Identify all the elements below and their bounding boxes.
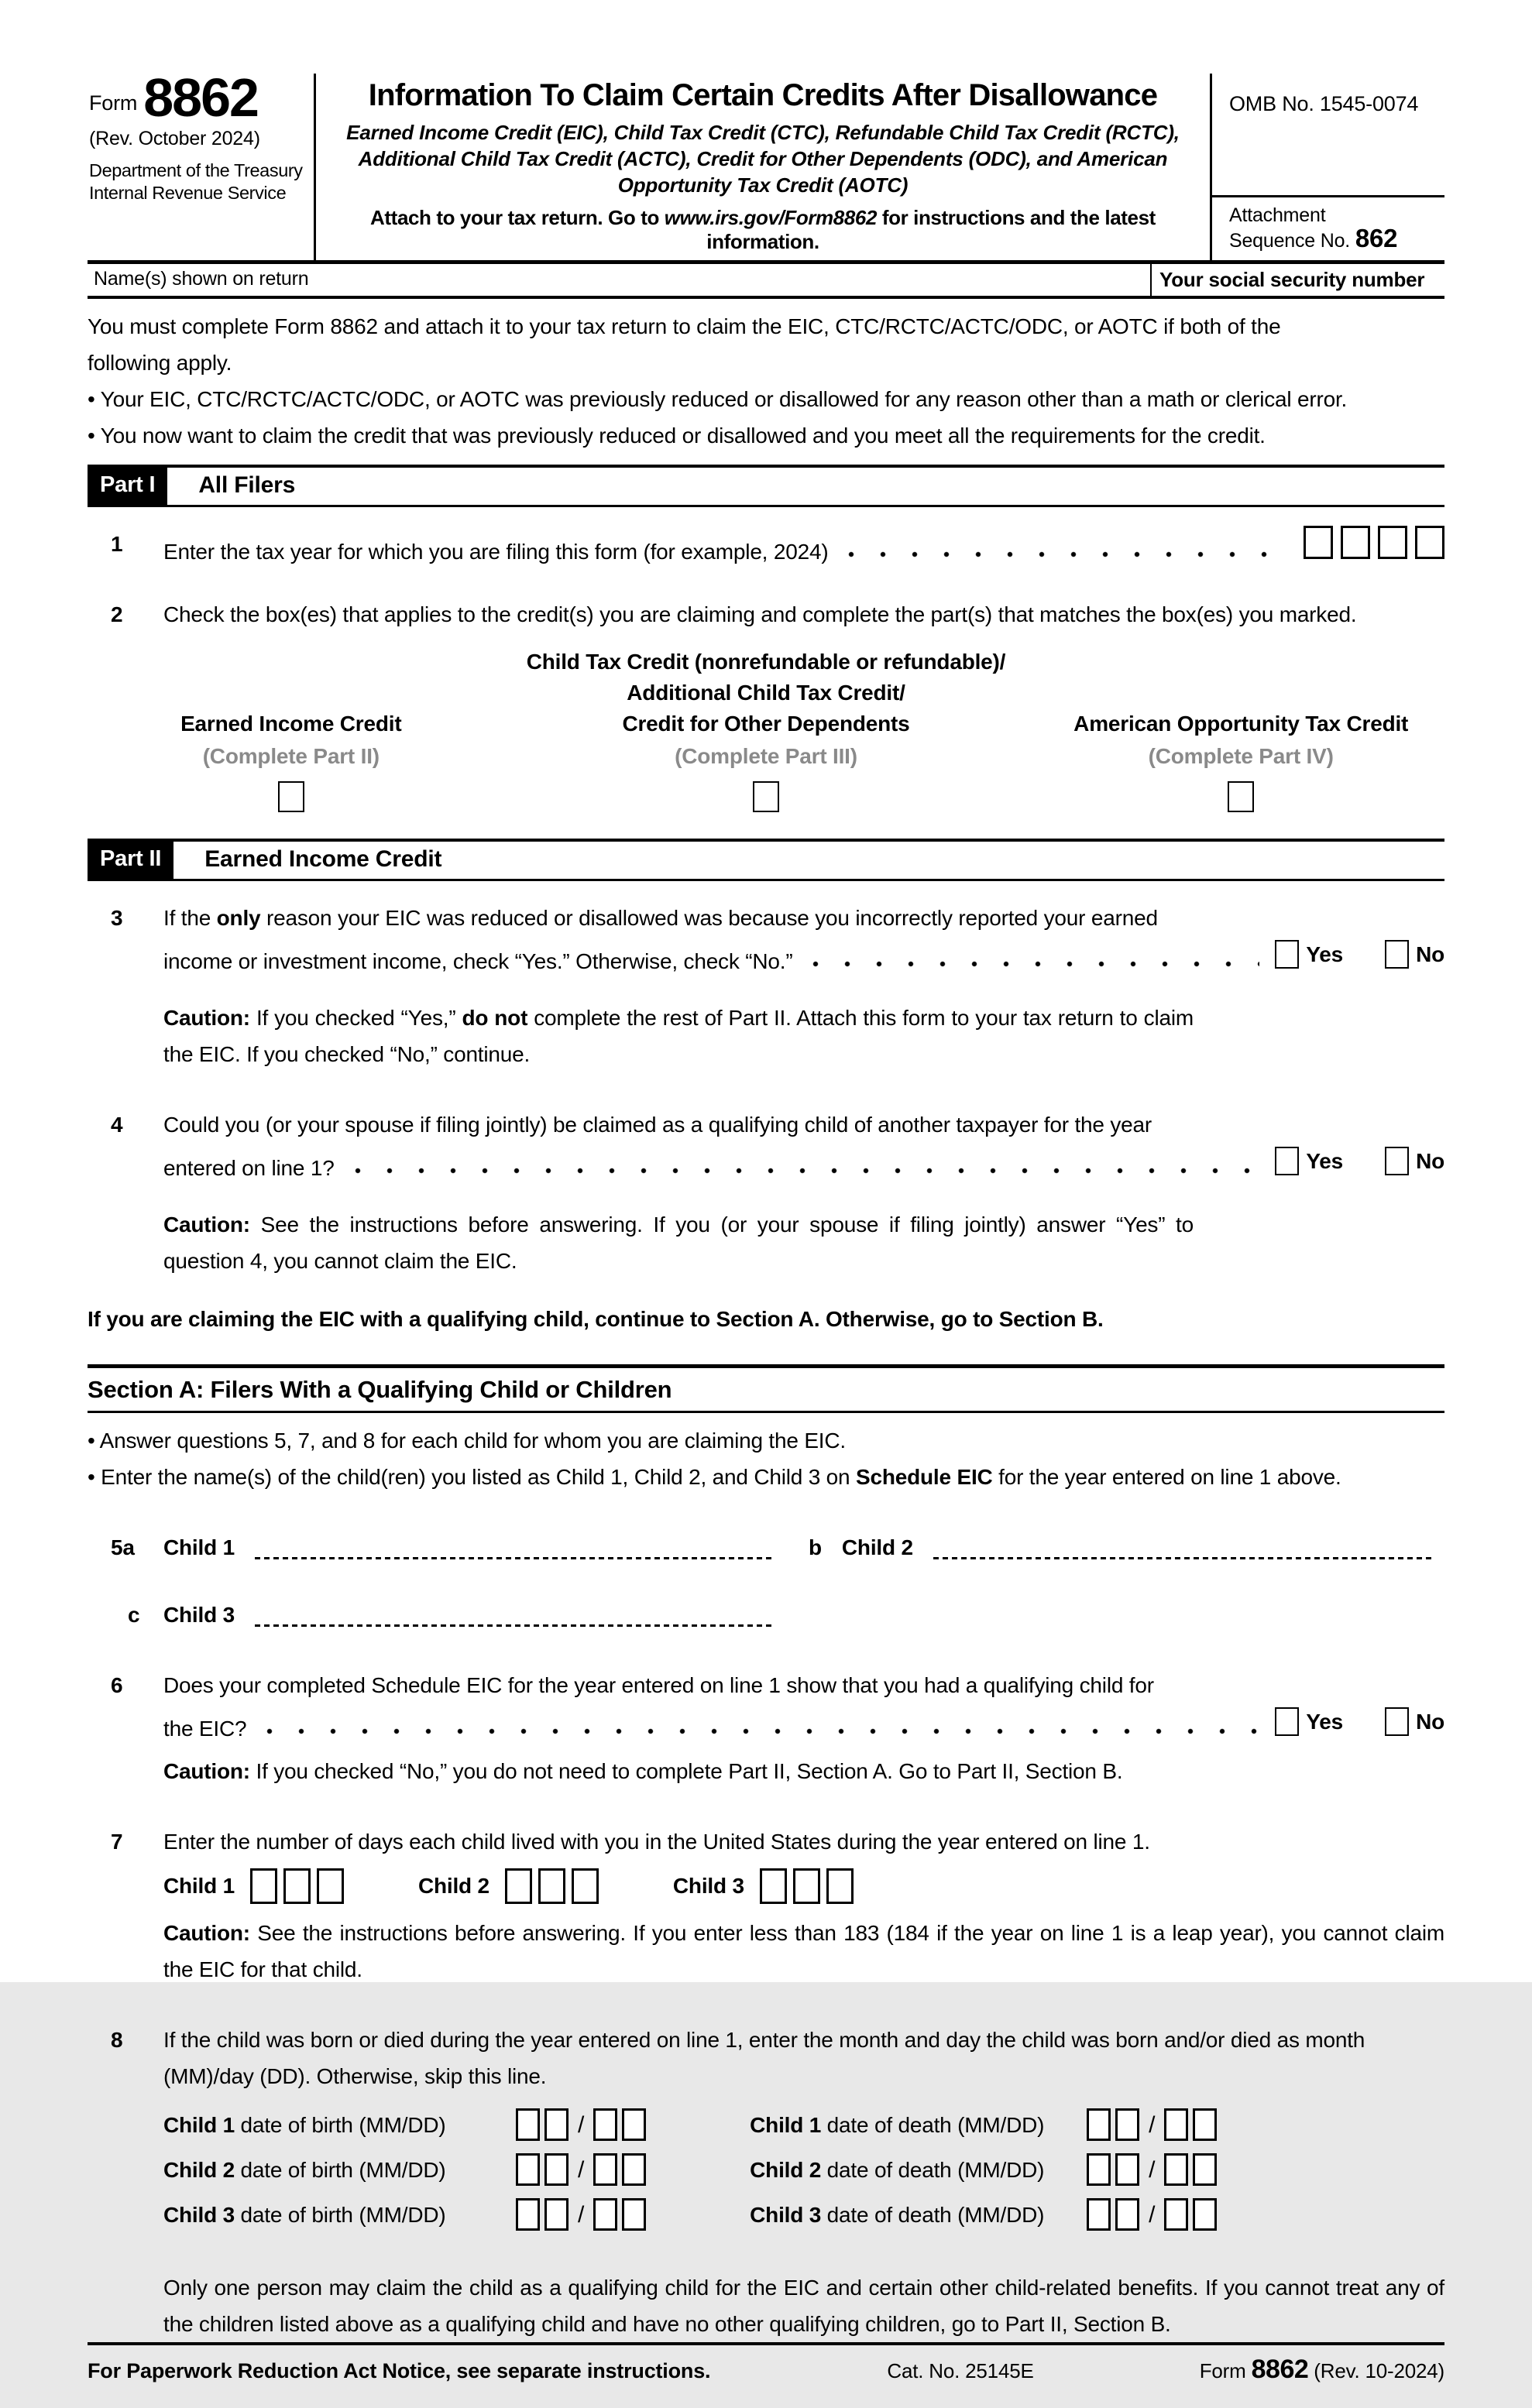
- dot-leader: [266, 1727, 1259, 1736]
- child3-death-label: [750, 2197, 1087, 2233]
- q3-caution-pre: If you checked “Yes,”: [249, 1006, 462, 1030]
- credit-ctc-note: (Complete Part III): [675, 744, 857, 768]
- agency-lines: [89, 160, 306, 204]
- form-title-block: [314, 74, 1212, 260]
- child2-death-dd-1[interactable]: [1164, 2153, 1188, 2186]
- name-field[interactable]: [88, 264, 1150, 296]
- agency-line-1: Department of the Treasury: [89, 160, 303, 180]
- q3-no: [1385, 936, 1444, 972]
- part1-title: All Filers: [198, 472, 296, 498]
- death-suffix: date of death (MM/DD): [821, 2112, 1045, 2137]
- attachment-sequence: [1212, 195, 1444, 260]
- part2-title: Earned Income Credit: [204, 846, 442, 872]
- child3-days-box-1[interactable]: [760, 1868, 787, 1904]
- line-2-text: Check the box(es) that applies to the credit(s) you are claiming and complete the part(s) that matches the box(es) you marked.: [163, 602, 1357, 626]
- dot-leader: [812, 959, 1259, 969]
- death-suffix: date of death (MM/DD): [821, 2202, 1045, 2227]
- part1-header: [88, 465, 1444, 507]
- child2-birth-dd-2[interactable]: [622, 2153, 646, 2186]
- child3-days-box-2[interactable]: [793, 1868, 820, 1904]
- date-slash: /: [578, 2111, 585, 2138]
- line-4-caution: [163, 1206, 1194, 1279]
- omb-number: OMB No. 1545-0074: [1229, 92, 1419, 115]
- q4-no-label: No: [1416, 1149, 1444, 1173]
- intro-block: [88, 299, 1444, 465]
- child3-birth-boxes: [516, 2197, 651, 2233]
- child2-death-mm-2[interactable]: [1115, 2153, 1139, 2186]
- aotc-checkbox[interactable]: [1228, 781, 1254, 812]
- ctc-checkbox[interactable]: [753, 781, 779, 812]
- child2-birth-mm-1[interactable]: [516, 2153, 540, 2186]
- child2-label: Child 2: [163, 2157, 235, 2182]
- line-8-text: If the child was born or died during the year entered on line 1, enter the month and day the child was born and/or died as month (MM)/day (DD). Otherwise, skip this line.: [163, 2028, 1365, 2088]
- child3-birth-mm-1[interactable]: [516, 2198, 540, 2231]
- irs-url: www.irs.gov/Form8862: [664, 206, 878, 229]
- credit-eic-label: Earned Income Credit: [180, 712, 402, 736]
- footer-form-id: [1080, 2355, 1444, 2385]
- q3-no-label: No: [1416, 942, 1444, 966]
- line-1-number: 1: [111, 532, 123, 556]
- child1-death-mm-1[interactable]: [1087, 2108, 1111, 2141]
- line-7-caution: [163, 1915, 1444, 1988]
- tax-year-digit-box-1[interactable]: [1304, 526, 1333, 559]
- child1-days-box-1[interactable]: [250, 1868, 277, 1904]
- birth-suffix: date of birth (MM/DD): [234, 2157, 446, 2182]
- line-6-caution: [163, 1753, 1444, 1789]
- form-title: Information To Claim Certain Credits After Disallowance: [368, 78, 1158, 112]
- credit-aotc-label: American Opportunity Tax Credit: [1073, 712, 1409, 736]
- q3-no-checkbox[interactable]: [1385, 940, 1409, 969]
- birth-suffix: date of birth (MM/DD): [234, 2112, 446, 2137]
- child2-label: Child 2: [841, 1535, 913, 1559]
- line-2: [88, 596, 1444, 633]
- q4-no: [1385, 1143, 1444, 1179]
- child1-death-mm-2[interactable]: [1115, 2108, 1139, 2141]
- death-suffix: date of death (MM/DD): [821, 2157, 1045, 2182]
- q4-yes-checkbox[interactable]: [1275, 1147, 1299, 1175]
- child2-death-label: [750, 2152, 1087, 2188]
- sequence-label: Sequence No.: [1229, 230, 1351, 252]
- line-5a: [88, 1529, 1444, 1566]
- child3-days-box-3[interactable]: [826, 1868, 854, 1904]
- name-label: Name(s) shown on return: [94, 268, 309, 290]
- q3-yes-label: Yes: [1306, 942, 1344, 966]
- q6-no-checkbox[interactable]: [1385, 1707, 1409, 1736]
- child2-name-row: [804, 1529, 1444, 1566]
- child3-label: Child 3: [163, 1603, 235, 1627]
- line-3: [88, 900, 1444, 1072]
- child3-days: [673, 1868, 854, 1904]
- line-7: [88, 1823, 1444, 1988]
- child3-name-row: [163, 1597, 804, 1633]
- section-a-bullets: [88, 1422, 1444, 1495]
- part2-header: [88, 839, 1444, 881]
- q4-yes: [1275, 1143, 1343, 1179]
- child2-death-dd-2[interactable]: [1193, 2153, 1217, 2186]
- intro-bullet-1: • Your EIC, CTC/RCTC/ACTC/ODC, or AOTC was previously reduced or disallowed for any reason other than a math or clerical error.: [88, 387, 1348, 411]
- q6-caution-text: If you checked “No,” you do not need to complete Part II, Section A. Go to Part II, Section B.: [249, 1759, 1123, 1783]
- child1-name-input[interactable]: [255, 1557, 773, 1559]
- line-5c: [88, 1597, 1444, 1633]
- line-3-text-1: [163, 900, 1444, 936]
- date-slash: /: [1149, 2111, 1156, 2138]
- intro-paragraph: You must complete Form 8862 and attach it to your tax return to claim the EIC, CTC/RCTC/ACTC/ODC, or AOTC if both of the following apply.: [88, 314, 1281, 375]
- line-4-number: 4: [111, 1113, 123, 1137]
- q3-yes: [1275, 936, 1343, 972]
- part1-badge: Part I: [88, 468, 167, 505]
- q6-no: [1385, 1703, 1444, 1740]
- q3-caution-bold: do not: [462, 1006, 528, 1030]
- child1-birth-mm-2[interactable]: [544, 2108, 568, 2141]
- child3-label: Child 3: [163, 2202, 235, 2227]
- credit-ctc-label-3: Credit for Other Dependents: [622, 712, 910, 736]
- attach-post: for instructions and the latest information.: [706, 206, 1156, 253]
- child3-birth-label: [163, 2197, 516, 2233]
- child1-name-row: [163, 1529, 804, 1566]
- line-8-number: 8: [111, 2028, 123, 2052]
- caution-label: Caution:: [163, 1213, 250, 1237]
- bullet2-bold: Schedule EIC: [856, 1465, 993, 1489]
- line-4: [88, 1106, 1444, 1279]
- q6-yes-label: Yes: [1306, 1710, 1344, 1734]
- credit-aotc-note: (Complete Part IV): [1148, 744, 1334, 768]
- child2-birth-mm-2[interactable]: [544, 2153, 568, 2186]
- form-id-block: [88, 67, 314, 260]
- date-slash: /: [578, 2156, 585, 2183]
- child1-birth-dd-1[interactable]: [593, 2108, 617, 2141]
- line-3-post: reason your EIC was reduced or disallowed was because you incorrectly reported your earned: [260, 906, 1158, 930]
- child3-death-mm-1[interactable]: [1087, 2198, 1111, 2231]
- credit-ctc-label-2: Additional Child Tax Credit/: [627, 681, 905, 705]
- child3-death-mm-2[interactable]: [1115, 2198, 1139, 2231]
- caution-label: Caution:: [163, 1006, 250, 1030]
- child1-days: [163, 1868, 344, 1904]
- date-slash: /: [1149, 2201, 1156, 2228]
- child3-death-dd-2[interactable]: [1193, 2198, 1217, 2231]
- line-1: [88, 526, 1444, 570]
- omb-block: [1212, 74, 1444, 260]
- credit-eic-note: (Complete Part II): [202, 744, 380, 768]
- birth-death-grid: [163, 2102, 1444, 2237]
- line-6-number: 6: [111, 1673, 123, 1697]
- intro-bullet-2: • You now want to claim the credit that was previously reduced or disallowed and you meet all the requirements for the credit.: [88, 424, 1266, 448]
- child2-death-boxes: [1087, 2152, 1221, 2188]
- child3-name-input[interactable]: [255, 1624, 773, 1627]
- form-header: [88, 67, 1444, 264]
- line-6: [88, 1667, 1444, 1789]
- child2-birth-label: [163, 2152, 516, 2188]
- child2-birth-boxes: [516, 2152, 651, 2188]
- attach-pre: Attach to your tax return. Go to: [370, 206, 665, 229]
- ssn-label: Your social security number: [1159, 268, 1425, 291]
- line-5a-number: 5a: [111, 1535, 135, 1559]
- line-3-caution: [163, 1000, 1194, 1072]
- attachment-label: Attachment: [1229, 204, 1326, 226]
- line-4-text-1: Could you (or your spouse if filing jointly) be claimed as a qualifying child of another taxpayer for the year: [163, 1113, 1152, 1137]
- child3-birth-mm-2[interactable]: [544, 2198, 568, 2231]
- footer-form-number: 8862: [1251, 2355, 1309, 2384]
- child2-days: [418, 1868, 599, 1904]
- attach-instruction: [325, 206, 1201, 254]
- line-3-pre: If the: [163, 906, 217, 930]
- line-2-number: 2: [111, 602, 123, 626]
- date-slash: /: [578, 2201, 585, 2228]
- child2-name-input[interactable]: [933, 1557, 1434, 1559]
- credit-option-aotc: [1037, 647, 1444, 812]
- form-subtitle: Earned Income Credit (EIC), Child Tax Credit (CTC), Refundable Child Tax Credit (RCTC), Additional Child Tax Credit (ACTC), Credit for Other Dependents (ODC), and American Opportunity Tax Credit (AOTC): [346, 121, 1180, 197]
- line-5c-number: c: [128, 1603, 140, 1627]
- line-7-text: Enter the number of days each child lived with you in the United States during the year entered on line 1.: [163, 1830, 1150, 1854]
- line-7-number: 7: [111, 1830, 123, 1854]
- child2-birth-dd-1[interactable]: [593, 2153, 617, 2186]
- line-3-bold: only: [216, 906, 261, 930]
- child1-birth-boxes: [516, 2107, 651, 2143]
- child1-label: Child 1: [750, 2112, 822, 2137]
- q7-caution-text: See the instructions before answering. If you enter less than 183 (184 if the year on line 1 is a leap year), you cannot claim the EIC for that child.: [163, 1921, 1444, 1981]
- line-4-text-2: entered on line 1?: [163, 1156, 335, 1180]
- q3-yes-checkbox[interactable]: [1275, 940, 1299, 969]
- q3-caution-post: complete the rest of Part II. Attach this form to your tax return to claim the EIC. If you checked “No,” continue.: [163, 1006, 1194, 1066]
- credit-option-eic: [88, 647, 495, 812]
- q4-yes-label: Yes: [1306, 1149, 1344, 1173]
- line-5b-number: b: [809, 1535, 822, 1559]
- dot-leader: [848, 550, 1288, 559]
- section-a-bullet-1: • Answer questions 5, 7, and 8 for each child for whom you are claiming the EIC.: [88, 1429, 846, 1453]
- line-6-text-1: Does your completed Schedule EIC for the year entered on line 1 show that you had a qualifying child for: [163, 1673, 1154, 1697]
- part2-badge: Part II: [88, 842, 173, 879]
- ssn-field[interactable]: [1150, 264, 1444, 296]
- date-slash: /: [1149, 2156, 1156, 2183]
- dot-leader: [355, 1166, 1260, 1175]
- child1-label: Child 1: [163, 1535, 235, 1559]
- form-revision: (Rev. October 2024): [89, 127, 260, 149]
- section-a-bullet-2: [88, 1459, 1444, 1495]
- page-footer: [88, 2342, 1444, 2408]
- child1-days-box-2[interactable]: [283, 1868, 311, 1904]
- child2-dates-row: [163, 2147, 1444, 2192]
- child1-death-label: [750, 2107, 1087, 2143]
- line-3-number: 3: [111, 906, 123, 930]
- line-6-text-2: the EIC?: [163, 1717, 247, 1741]
- child3-death-dd-1[interactable]: [1164, 2198, 1188, 2231]
- tax-year-digit-box-4[interactable]: [1415, 526, 1444, 559]
- line-3-text-2: income or investment income, check “Yes.” Otherwise, check “No.”: [163, 949, 793, 973]
- q6-yes: [1275, 1703, 1343, 1740]
- child1-death-dd-2[interactable]: [1193, 2108, 1217, 2141]
- bullet2-post: for the year entered on line 1 above.: [992, 1465, 1341, 1489]
- section-a-header: Section A: Filers With a Qualifying Child or Children: [88, 1364, 1444, 1413]
- footer-revision: (Rev. 10-2024): [1314, 2359, 1444, 2382]
- child2-days-box-1[interactable]: [505, 1868, 532, 1904]
- child3-label: Child 3: [672, 1874, 744, 1898]
- sequence-number: 862: [1355, 224, 1398, 252]
- credit-choices: [88, 647, 1444, 812]
- child1-label: Child 1: [163, 2112, 235, 2137]
- child1-label: Child 1: [163, 1874, 235, 1898]
- taxpayer-row: [88, 264, 1444, 299]
- line-8: [88, 2022, 1444, 2237]
- bullet2-pre: • Enter the name(s) of the child(ren) you listed as Child 1, Child 2, and Child 3 on: [88, 1465, 856, 1489]
- q6-no-label: No: [1416, 1710, 1444, 1734]
- child2-label: Child 2: [417, 1874, 489, 1898]
- child3-dates-row: [163, 2192, 1444, 2237]
- child3-label: Child 3: [750, 2202, 822, 2227]
- credit-option-ctc: [495, 647, 1038, 812]
- footer-form-word: Form: [1199, 2359, 1246, 2382]
- tax-year-digit-box-2[interactable]: [1341, 526, 1370, 559]
- catalog-number: Cat. No. 25145E: [887, 2359, 1034, 2382]
- birth-suffix: date of birth (MM/DD): [234, 2202, 446, 2227]
- caution-label: Caution:: [163, 1921, 250, 1945]
- child2-death-mm-1[interactable]: [1087, 2153, 1111, 2186]
- only-one-note: Only one person may claim the child as a qualifying child for the EIC and certain other child-related benefits. If you cannot treat any of the children listed above as a qualifying child and have no other qualifying children, go to Part II, Section B.: [163, 2276, 1444, 2336]
- tax-year-boxes: [1304, 526, 1444, 559]
- child1-birth-dd-2[interactable]: [622, 2108, 646, 2141]
- child2-days-box-3[interactable]: [572, 1868, 599, 1904]
- form-word: Form: [89, 91, 138, 115]
- caution-label: Caution:: [163, 1759, 250, 1783]
- paperwork-notice: For Paperwork Reduction Act Notice, see separate instructions.: [88, 2359, 711, 2382]
- child2-days-box-2[interactable]: [538, 1868, 565, 1904]
- child1-dates-row: [163, 2102, 1444, 2147]
- child3-birth-dd-2[interactable]: [622, 2198, 646, 2231]
- agency-line-2: Internal Revenue Service: [89, 182, 287, 203]
- q4-caution-text: See the instructions before answering. If you (or your spouse if filing jointly) answer “Yes” to question 4, you cannot claim the EIC.: [163, 1213, 1194, 1273]
- form-number: 8862: [143, 67, 258, 128]
- tax-year-digit-box-3[interactable]: [1378, 526, 1407, 559]
- child3-birth-dd-1[interactable]: [593, 2198, 617, 2231]
- child1-birth-label: [163, 2107, 516, 2143]
- child2-label: Child 2: [750, 2157, 822, 2182]
- child1-death-dd-1[interactable]: [1164, 2108, 1188, 2141]
- child1-days-box-3[interactable]: [317, 1868, 344, 1904]
- line-1-text: Enter the tax year for which you are filing this form (for example, 2024): [163, 540, 829, 564]
- child1-death-boxes: [1087, 2107, 1221, 2143]
- q4-no-checkbox[interactable]: [1385, 1147, 1409, 1175]
- q6-yes-checkbox[interactable]: [1275, 1707, 1299, 1736]
- credit-ctc-label-1: Child Tax Credit (nonrefundable or refundable)/: [526, 650, 1006, 674]
- child3-death-boxes: [1087, 2197, 1221, 2233]
- days-lived-boxes: [163, 1868, 1444, 1904]
- eic-checkbox[interactable]: [278, 781, 304, 812]
- continue-note: If you are claiming the EIC with a qualifying child, continue to Section A. Otherwise, go to Section B.: [88, 1307, 1104, 1331]
- child1-birth-mm-1[interactable]: [516, 2108, 540, 2141]
